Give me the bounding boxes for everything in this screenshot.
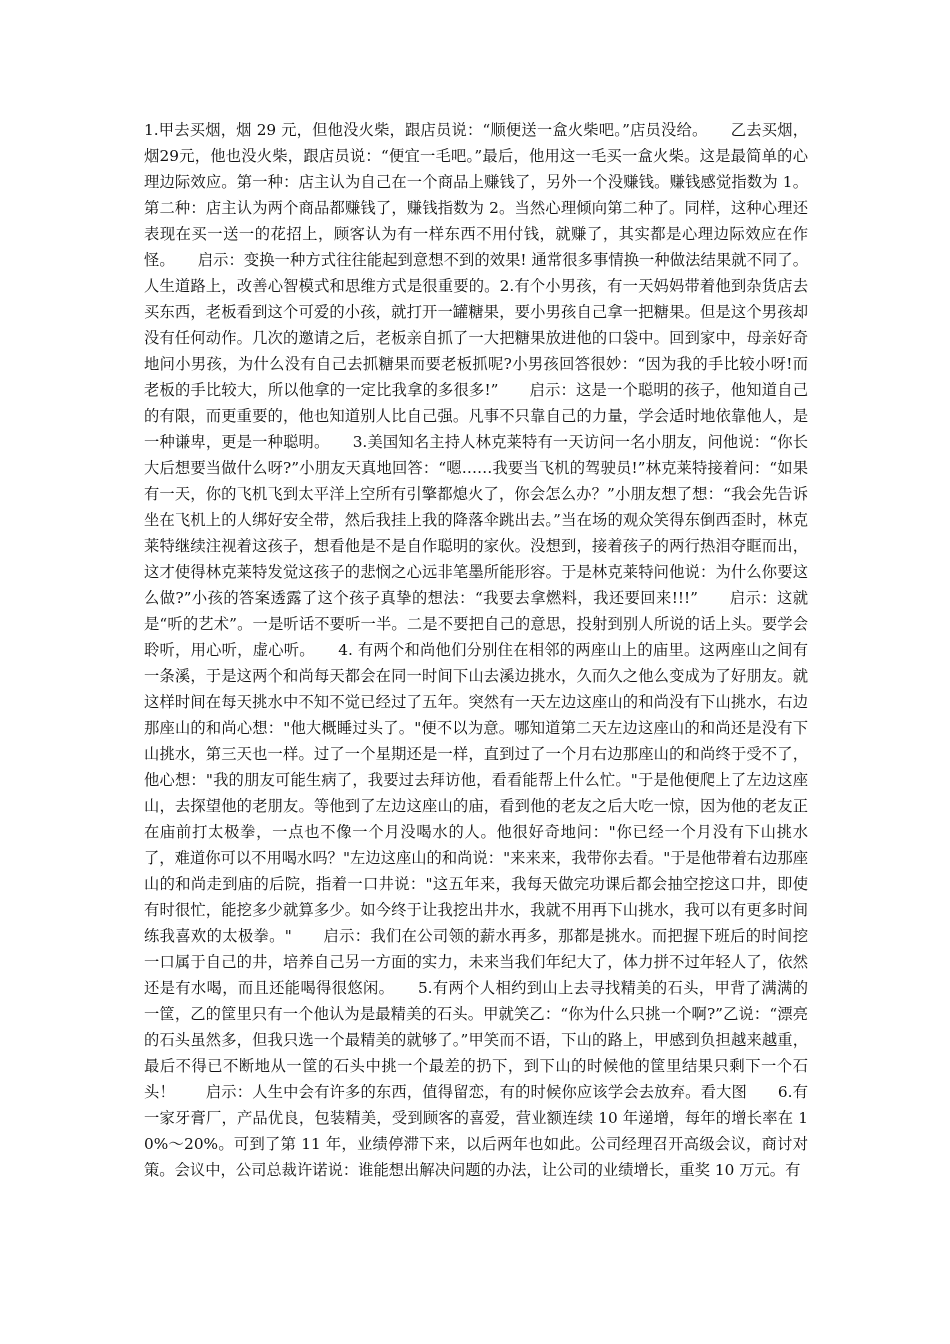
body-text: 1.甲去买烟，烟 29 元，但他没火柴，跟店员说：“顺便送一盒火柴吧。”店员没给。 乙去买烟，烟29元，他也没火柴，跟店员说：“便宜一毛吧。”最后，他用这一毛买一盒火柴。这是最简单的心理边际效应。第一种：店主认为自己在一个商品上赚钱了，另外一个没赚钱。赚钱感觉指数为 1。第二种：店主认为两个商品都赚钱了，赚钱指数为 2。当然心理倾向第二种了。同样，这种心理还表现在买一送一的花招上，顾客认为有一样东西不用付钱，就赚了，其实都是心理边际效应在作怪。 启示：变换一种方式往往能起到意想不到的效果! 通常很多事情换一种做法结果就不同了。人生道路上，改善心智模式和思维方式是很重要的。2.有个小男孩，有一天妈妈带着他到杂货店去买东西，老板看到这个可爱的小孩，就打开一罐糖果，要小男孩自己拿一把糖果。但是这个男孩却没有任何动作。几次的邀请之后，老板亲自抓了一大把糖果放进他的口袋中。回到家中，母亲好奇地问小男孩，为什么没有自己去抓糖果而要老板抓呢?小男孩回答很妙：“因为我的手比较小呀!而老板的手比较大，所以他拿的一定比我拿的多很多!” 启示：这是一个聪明的孩子，他知道自己的有限，而更重要的，他也知道别人比自己强。凡事不只靠自己的力量，学会适时地依靠他人，是一种谦卑，更是一种聪明。 3.美国知名主持人林克莱特有一天访问一名小朋友，问他说：“你长大后想要当做什么呀?”小朋友天真地回答：“嗯……我要当飞机的驾驶员!”林克莱特接着问：“如果有一天，你的飞机飞到太平洋上空所有引擎都熄火了，你会怎么办？”小朋友想了想：“我会先告诉坐在飞机上的人绑好安全带，然后我挂上我的降落伞跳出去。”当在场的观众笑得东倒西歪时，林克莱特继续注视着这孩子，想看他是不是自作聪明的家伙。没想到，接着孩子的两行热泪夺眶而出，这才使得林克莱特发觉这孩子的悲悯之心远非笔墨所能形容。于是林克莱特问他说：为什么你要这么做?”小孩的答案透露了这个孩子真挚的想法：“我要去拿燃料，我还要回来!!!” 启示：这就是“听的艺术”。一是听话不要听一半。二是不要把自己的意思，投射到别人所说的话上头。要学会聆听，用心听，虚心听。 4. 有两个和尚他们分别住在相邻的两座山上的庙里。这两座山之间有一条溪，于是这两个和尚每天都会在同一时间下山去溪边挑水，久而久之他么变成为了好朋友。就这样时间在每天挑水中不知不觉已经过了五年。突然有一天左边这座山的和尚没有下山挑水，右边那座山的和尚心想："他大概睡过头了。"便不以为意。哪知道第二天左边这座山的和尚还是没有下山挑水，第三天也一样。过了一个星期还是一样，直到过了一个月右边那座山的和尚终于受不了，他心想："我的朋友可能生病了，我要过去拜访他，看看能帮上什么忙。"于是他便爬上了左边这座山，去探望他的老朋友。等他到了左边这座山的庙，看到他的老友之后大吃一惊，因为他的老友正在庙前打太极拳，一点也不像一个月没喝水的人。他很好奇地问："你已经一个月没有下山挑水了，难道你可以不用喝水吗？"左边这座山的和尚说："来来来，我带你去看。"于是他带着右边那座山的和尚走到庙的后院，指着一口井说："这五年来，我每天做完功课后都会抽空挖这口井，即使有时很忙，能挖多少就算多少。如今终于让我挖出井水，我就不用再下山挑水，我可以有更多时间练我喜欢的太极拳。" 启示：我们在公司领的薪水再多，那都是挑水。而把握下班后的时间挖一口属于自己的井，培养自己另一方面的实力，未来当我们年纪大了，体力拼不过年轻人了，依然还是有水喝，而且还能喝得很悠闲。 5.有两个人相约到山上去寻找精美的石头，甲背了满满的一筐，乙的筐里只有一个他认为是最精美的石头。甲就笑乙：“你为什么只挑一个啊?”乙说：“漂亮的石头虽然多，但我只选一个最精美的就够了。”甲笑而不语，下山的路上，甲感到负担越来越重，最后不得已不断地从一筐的石头中挑一个最差的扔下，到下山的时候他的筐里结果只剩下一个石头！ 启示：人生中会有许多的东西，值得留恋，有的时候你应该学会去放弃。看大图 6.有一家牙膏厂，产品优良，包装精美，受到顾客的喜爱，营业额连续 10 年递增，每年的增长率在 10%～20%。可到了第 11 年，业绩停滞下来，以后两年也如此。公司经理召开高级会议，商讨对策。会议中，公司总裁许诺说：谁能想出解决问题的办法，让公司的业绩增长，重奖 10 万元。有 [144, 121, 808, 1179]
